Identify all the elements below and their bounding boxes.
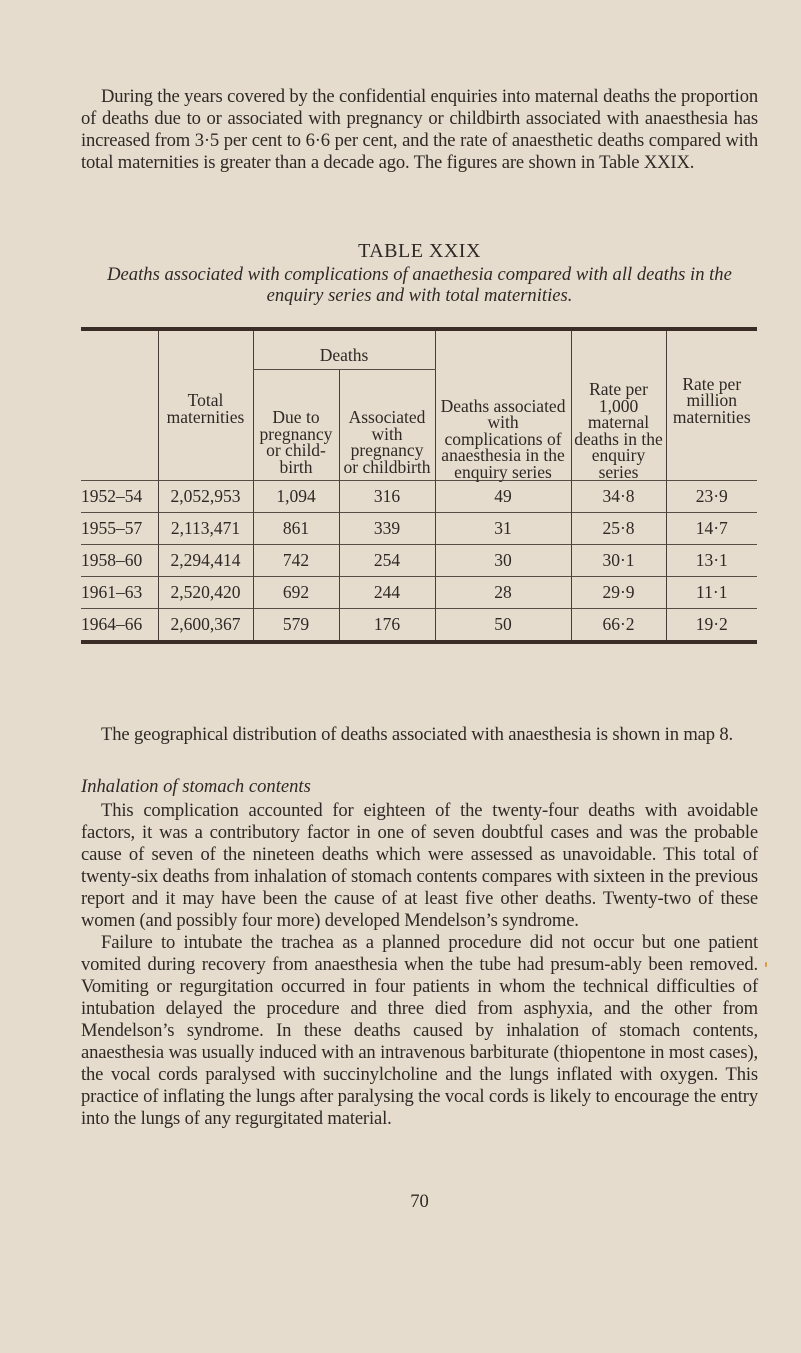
header-total-maternities: Total maternities — [158, 331, 253, 481]
cell-associated: 254 — [339, 545, 435, 577]
cell-rate-1000: 34·8 — [571, 481, 666, 513]
table-row — [81, 609, 757, 641]
cell-rate-million: 14·7 — [666, 513, 757, 545]
header-deaths-group: Deaths — [253, 331, 435, 370]
cell-anaesthesia: 30 — [435, 545, 571, 577]
cell-due-to: 692 — [253, 577, 339, 609]
table-row — [81, 513, 757, 545]
cell-associated: 316 — [339, 481, 435, 513]
cell-period: 1955–57 — [81, 513, 158, 545]
header-rate-per-million: Rate per million maternities — [666, 331, 757, 481]
cell-due-to: 861 — [253, 513, 339, 545]
cell-total: 2,294,414 — [158, 545, 253, 577]
data-table — [81, 331, 757, 640]
cell-rate-million: 23·9 — [666, 481, 757, 513]
cell-rate-1000: 29·9 — [571, 577, 666, 609]
intro-paragraph-block — [81, 86, 758, 174]
table-title: TABLE XXIX — [358, 240, 481, 262]
header-period — [81, 331, 158, 481]
header-anaesthesia-deaths: Deaths associated with complications of anaesthesia in the enquiry series — [435, 331, 571, 481]
cell-total: 2,600,367 — [158, 609, 253, 641]
cell-due-to: 579 — [253, 609, 339, 641]
geo-paragraph: The geographical distribution of deaths associated with anaesthesia is shown in map 8. — [101, 724, 734, 745]
header-associated-with: Associated with pregnancy or childbirth — [339, 370, 435, 481]
cell-due-to: 1,094 — [253, 481, 339, 513]
paper-speck-mark — [765, 962, 767, 967]
cell-rate-1000: 30·1 — [571, 545, 666, 577]
cell-associated: 176 — [339, 609, 435, 641]
intro-paragraph: During the years covered by the confidential enquiries into maternal deaths the proportion of deaths due to or associated with pregnancy or childbirth associated with anaesthesia has increased from 3·5 per cent to 6·6 per cent, and the rate of anaesthetic deaths compared with total maternities is greater than a decade ago. The figures are shown in Table XXIX. — [81, 86, 758, 173]
table-caption: Deaths associated with complications of anaethesia compared with all deaths in the enquiry series and with total maternities. — [107, 264, 732, 306]
header-due-to: Due to pregnancy or child-birth — [253, 370, 339, 481]
cell-associated: 339 — [339, 513, 435, 545]
cell-associated: 244 — [339, 577, 435, 609]
page-number: 70 — [410, 1191, 429, 1212]
geo-paragraph-block — [81, 724, 758, 746]
cell-anaesthesia: 28 — [435, 577, 571, 609]
section-paragraph-1: This complication accounted for eighteen of the twenty-four deaths with avoidable factors, it was a contributory factor in one of seven doubtful cases and was the probable cause of seven of the nineteen deaths which were assessed as unavoidable. This total of twenty-six deaths from inhalation of stomach contents compares with sixteen in the previous report and it may have been the cause of at least five other deaths. Twenty-two of these women (and possibly four more) developed Mendelson’s syndrome. — [81, 800, 758, 931]
cell-rate-million: 11·1 — [666, 577, 757, 609]
table-row — [81, 481, 757, 513]
cell-due-to: 742 — [253, 545, 339, 577]
cell-anaesthesia: 49 — [435, 481, 571, 513]
cell-period: 1964–66 — [81, 609, 158, 641]
cell-period: 1961–63 — [81, 577, 158, 609]
table-row — [81, 545, 757, 577]
header-rate-per-1000: Rate per 1,000 maternal deaths in the enquiry series — [571, 331, 666, 481]
cell-total: 2,052,953 — [158, 481, 253, 513]
cell-total: 2,113,471 — [158, 513, 253, 545]
table-bottom-rule — [81, 640, 757, 644]
cell-total: 2,520,420 — [158, 577, 253, 609]
section-paragraph-2: Failure to intubate the trachea as a planned procedure did not occur but one patient vomited during recovery from anaesthesia when the tube had presum-ably been removed. Vomiting or regurgitation occurred in four patients in whom the technical difficulties of intubation delayed the procedure and three died from asphyxia, and the other from Mendelson’s syndrome. In these deaths caused by inhalation of stomach contents, anaesthesia was usually induced with an intravenous barbiturate (thiopentone in most cases), the vocal cords paralysed with succinylcholine and the lungs inflated with oxygen. This practice of inflating the lungs after paralysing the vocal cords is likely to encourage the entry into the lungs of any regurgitated material. — [81, 932, 758, 1129]
cell-anaesthesia: 31 — [435, 513, 571, 545]
table-row — [81, 577, 757, 609]
section-heading: Inhalation of stomach contents — [81, 776, 311, 797]
cell-period: 1952–54 — [81, 481, 158, 513]
cell-rate-1000: 25·8 — [571, 513, 666, 545]
section-body — [81, 800, 758, 1130]
cell-rate-million: 13·1 — [666, 545, 757, 577]
cell-rate-1000: 66·2 — [571, 609, 666, 641]
cell-period: 1958–60 — [81, 545, 158, 577]
cell-rate-million: 19·2 — [666, 609, 757, 641]
cell-anaesthesia: 50 — [435, 609, 571, 641]
data-table-container — [81, 327, 757, 644]
